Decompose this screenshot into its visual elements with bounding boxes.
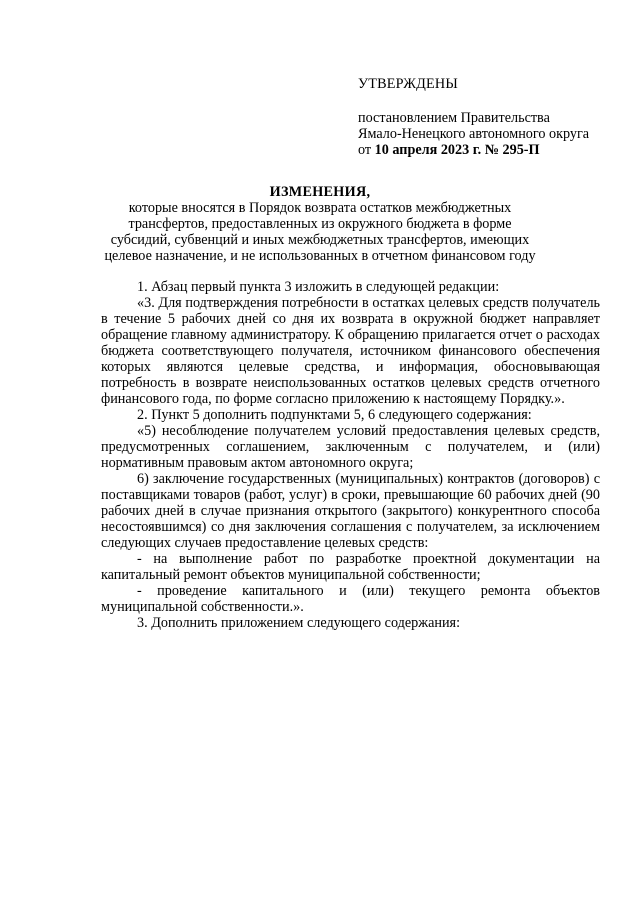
approval-block [358, 76, 618, 158]
paragraph-4: «5) несоблюдение получателем условий предоставления целевых средств, предусмотренных соглашением, заключенным с получателем, и (или) нормативным правовым актом автономного округа; [101, 423, 600, 471]
paragraph-1: 1. Абзац первый пункта 3 изложить в следующей редакции: [137, 279, 500, 295]
document-body [101, 279, 600, 631]
approval-date-line [358, 142, 618, 158]
paragraph-3: 2. Пункт 5 дополнить подпунктами 5, 6 следующего содержания: [137, 407, 532, 423]
paragraph-2: «3. Для подтверждения потребности в остатках целевых средств получатель в течение 5 рабочих дней со дня их возврата в окружной бюджет направляет обращение главному администратору. К обращению прилагается отчет о расходах бюджета соответствующего получателя, источником финансового обеспечения которых являются целевые средства, и информация, обосновывающая потребность в возврате неиспользованных остатков целевых средств отчетного финансового года, по форме согласно приложению к настоящему Порядку.». [101, 295, 600, 407]
paragraph-5: 6) заключение государственных (муниципальных) контрактов (договоров) с поставщиками товаров (работ, услуг) в сроки, превышающие 60 рабочих дней (90 рабочих дней в случае признания открытого (закрытого) конкурентного способа несостоявшимся) со дня заключения соглашения с получателем, за исключением следующих случаев предоставление целевых средств: [101, 471, 600, 551]
paragraph-8: 3. Дополнить приложением следующего содержания: [137, 615, 461, 631]
approval-date-prefix: от [358, 142, 372, 158]
paragraph-7: - проведение капитального и (или) текущего ремонта объектов муниципальной собственности.». [101, 583, 600, 615]
approval-heading: УТВЕРЖДЕНЫ [358, 76, 458, 92]
document-subtitle: которые вносятся в Порядок возврата остатков межбюджетных трансфертов, предоставленных из окружного бюджета в форме субсидий, субвенций и иных межбюджетных трансфертов, имеющих целевое назначение, и не использованных в отчетном финансовом году [104, 200, 536, 264]
paragraph-6: - на выполнение работ по разработке проектной документации на капитальный ремонт объектов муниципальной собственности; [101, 551, 600, 583]
approval-authority-line: постановлением Правительства [358, 110, 550, 126]
document-title-block [100, 184, 540, 264]
approval-date-number: 10 апреля 2023 г. № 295-П [374, 142, 540, 158]
approval-region-line: Ямало-Ненецкого автономного округа [358, 126, 590, 142]
document-title: ИЗМЕНЕНИЯ, [269, 184, 371, 200]
